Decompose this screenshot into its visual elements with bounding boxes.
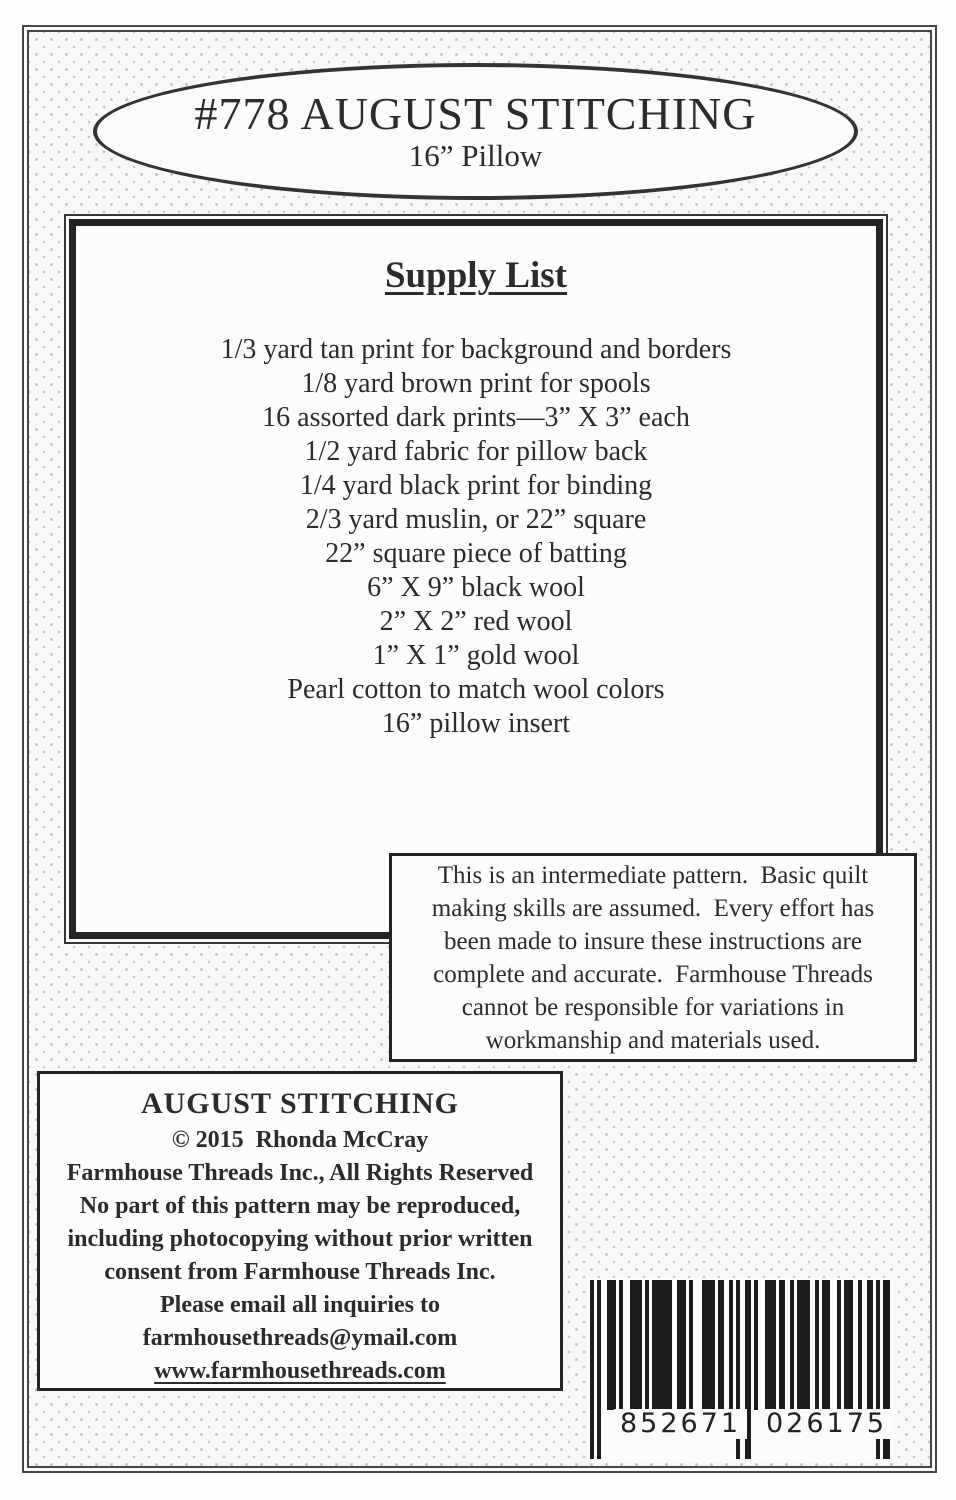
disclaimer-line: This is an intermediate pattern. Basic quilt — [437, 861, 869, 889]
barcode-number-left: 852671 — [614, 1409, 747, 1439]
barcode-bar — [822, 1280, 830, 1410]
barcode-bar — [729, 1280, 733, 1410]
barcode-bar — [689, 1280, 693, 1410]
supply-item: 1” X 1” gold wool — [372, 640, 580, 671]
barcode-bar — [754, 1280, 758, 1410]
copyright-line: www.farmhousethreads.com — [154, 1358, 446, 1384]
supply-item: 2” X 2” red wool — [379, 606, 573, 637]
copyright-line: © 2015 Rhonda McCray — [171, 1127, 429, 1153]
copyright-line: AUGUST STITCHING — [140, 1087, 460, 1120]
copyright-box — [37, 1071, 563, 1391]
barcode-bar — [630, 1280, 642, 1410]
copyright-line: including photocopying without prior written — [67, 1226, 533, 1252]
disclaimer-box — [389, 853, 917, 1062]
supply-item: 6” X 9” black wool — [367, 572, 585, 603]
barcode-bar — [858, 1280, 862, 1410]
barcode-bar — [597, 1280, 601, 1459]
pattern-subtitle: 16” Pillow — [408, 137, 543, 173]
barcode-bar — [718, 1280, 724, 1410]
supply-item: 2/3 yard muslin, or 22” square — [305, 504, 647, 535]
copyright-line: farmhousethreads@ymail.com — [142, 1325, 458, 1351]
copyright-line: No part of this pattern may be reproduced, — [79, 1193, 521, 1219]
supply-box — [64, 214, 888, 944]
disclaimer-line: cannot be responsible for variations in — [461, 993, 845, 1021]
supply-item: 1/4 yard black print for binding — [299, 470, 653, 501]
supply-item: 1/3 yard tan print for background and borders — [220, 334, 732, 365]
disclaimer-line: been made to insure these instructions are — [444, 927, 862, 955]
supply-list-title: Supply List — [384, 255, 568, 296]
copyright-line: consent from Farmhouse Threads Inc. — [104, 1259, 496, 1285]
barcode-bar — [652, 1280, 672, 1410]
barcode-bar — [590, 1280, 594, 1459]
supply-item: 16 assorted dark prints—3” X 3” each — [262, 402, 690, 433]
barcode-bar — [645, 1280, 649, 1410]
barcode-bar — [779, 1280, 785, 1410]
barcode-bar — [607, 1280, 616, 1410]
barcode-bar — [677, 1280, 686, 1410]
barcode-bar — [619, 1280, 623, 1410]
barcode-bar — [837, 1280, 841, 1410]
barcode-bar — [797, 1280, 810, 1410]
barcode-bar — [702, 1280, 715, 1410]
copyright-line: Farmhouse Threads Inc., All Rights Reserved — [66, 1160, 534, 1186]
supply-item: Pearl cotton to match wool colors — [287, 674, 665, 705]
supply-list — [76, 333, 876, 741]
disclaimer-line: workmanship and materials used. — [485, 1026, 821, 1054]
copyright-line: Please email all inquiries to — [160, 1292, 440, 1318]
barcode-bar — [815, 1280, 819, 1410]
title-oval — [93, 63, 858, 200]
barcode-number-right: 026175 — [760, 1409, 893, 1439]
supply-box-inner — [69, 219, 883, 939]
pattern-title: #778 AUGUST STITCHING — [194, 87, 757, 139]
barcode-bar — [867, 1280, 873, 1410]
disclaimer-line: making skills are assumed. Every effort has — [431, 894, 875, 922]
supply-item: 16” pillow insert — [381, 708, 571, 739]
barcode-bar — [765, 1280, 776, 1410]
barcode-bar — [844, 1280, 853, 1410]
barcode-bar — [790, 1280, 794, 1410]
supply-item: 22” square piece of batting — [325, 538, 627, 569]
supply-item: 1/2 yard fabric for pillow back — [304, 436, 648, 467]
disclaimer-line: complete and accurate. Farmhouse Threads — [433, 960, 873, 988]
supply-item: 1/8 yard brown print for spools — [301, 368, 651, 399]
barcode — [588, 1278, 894, 1462]
